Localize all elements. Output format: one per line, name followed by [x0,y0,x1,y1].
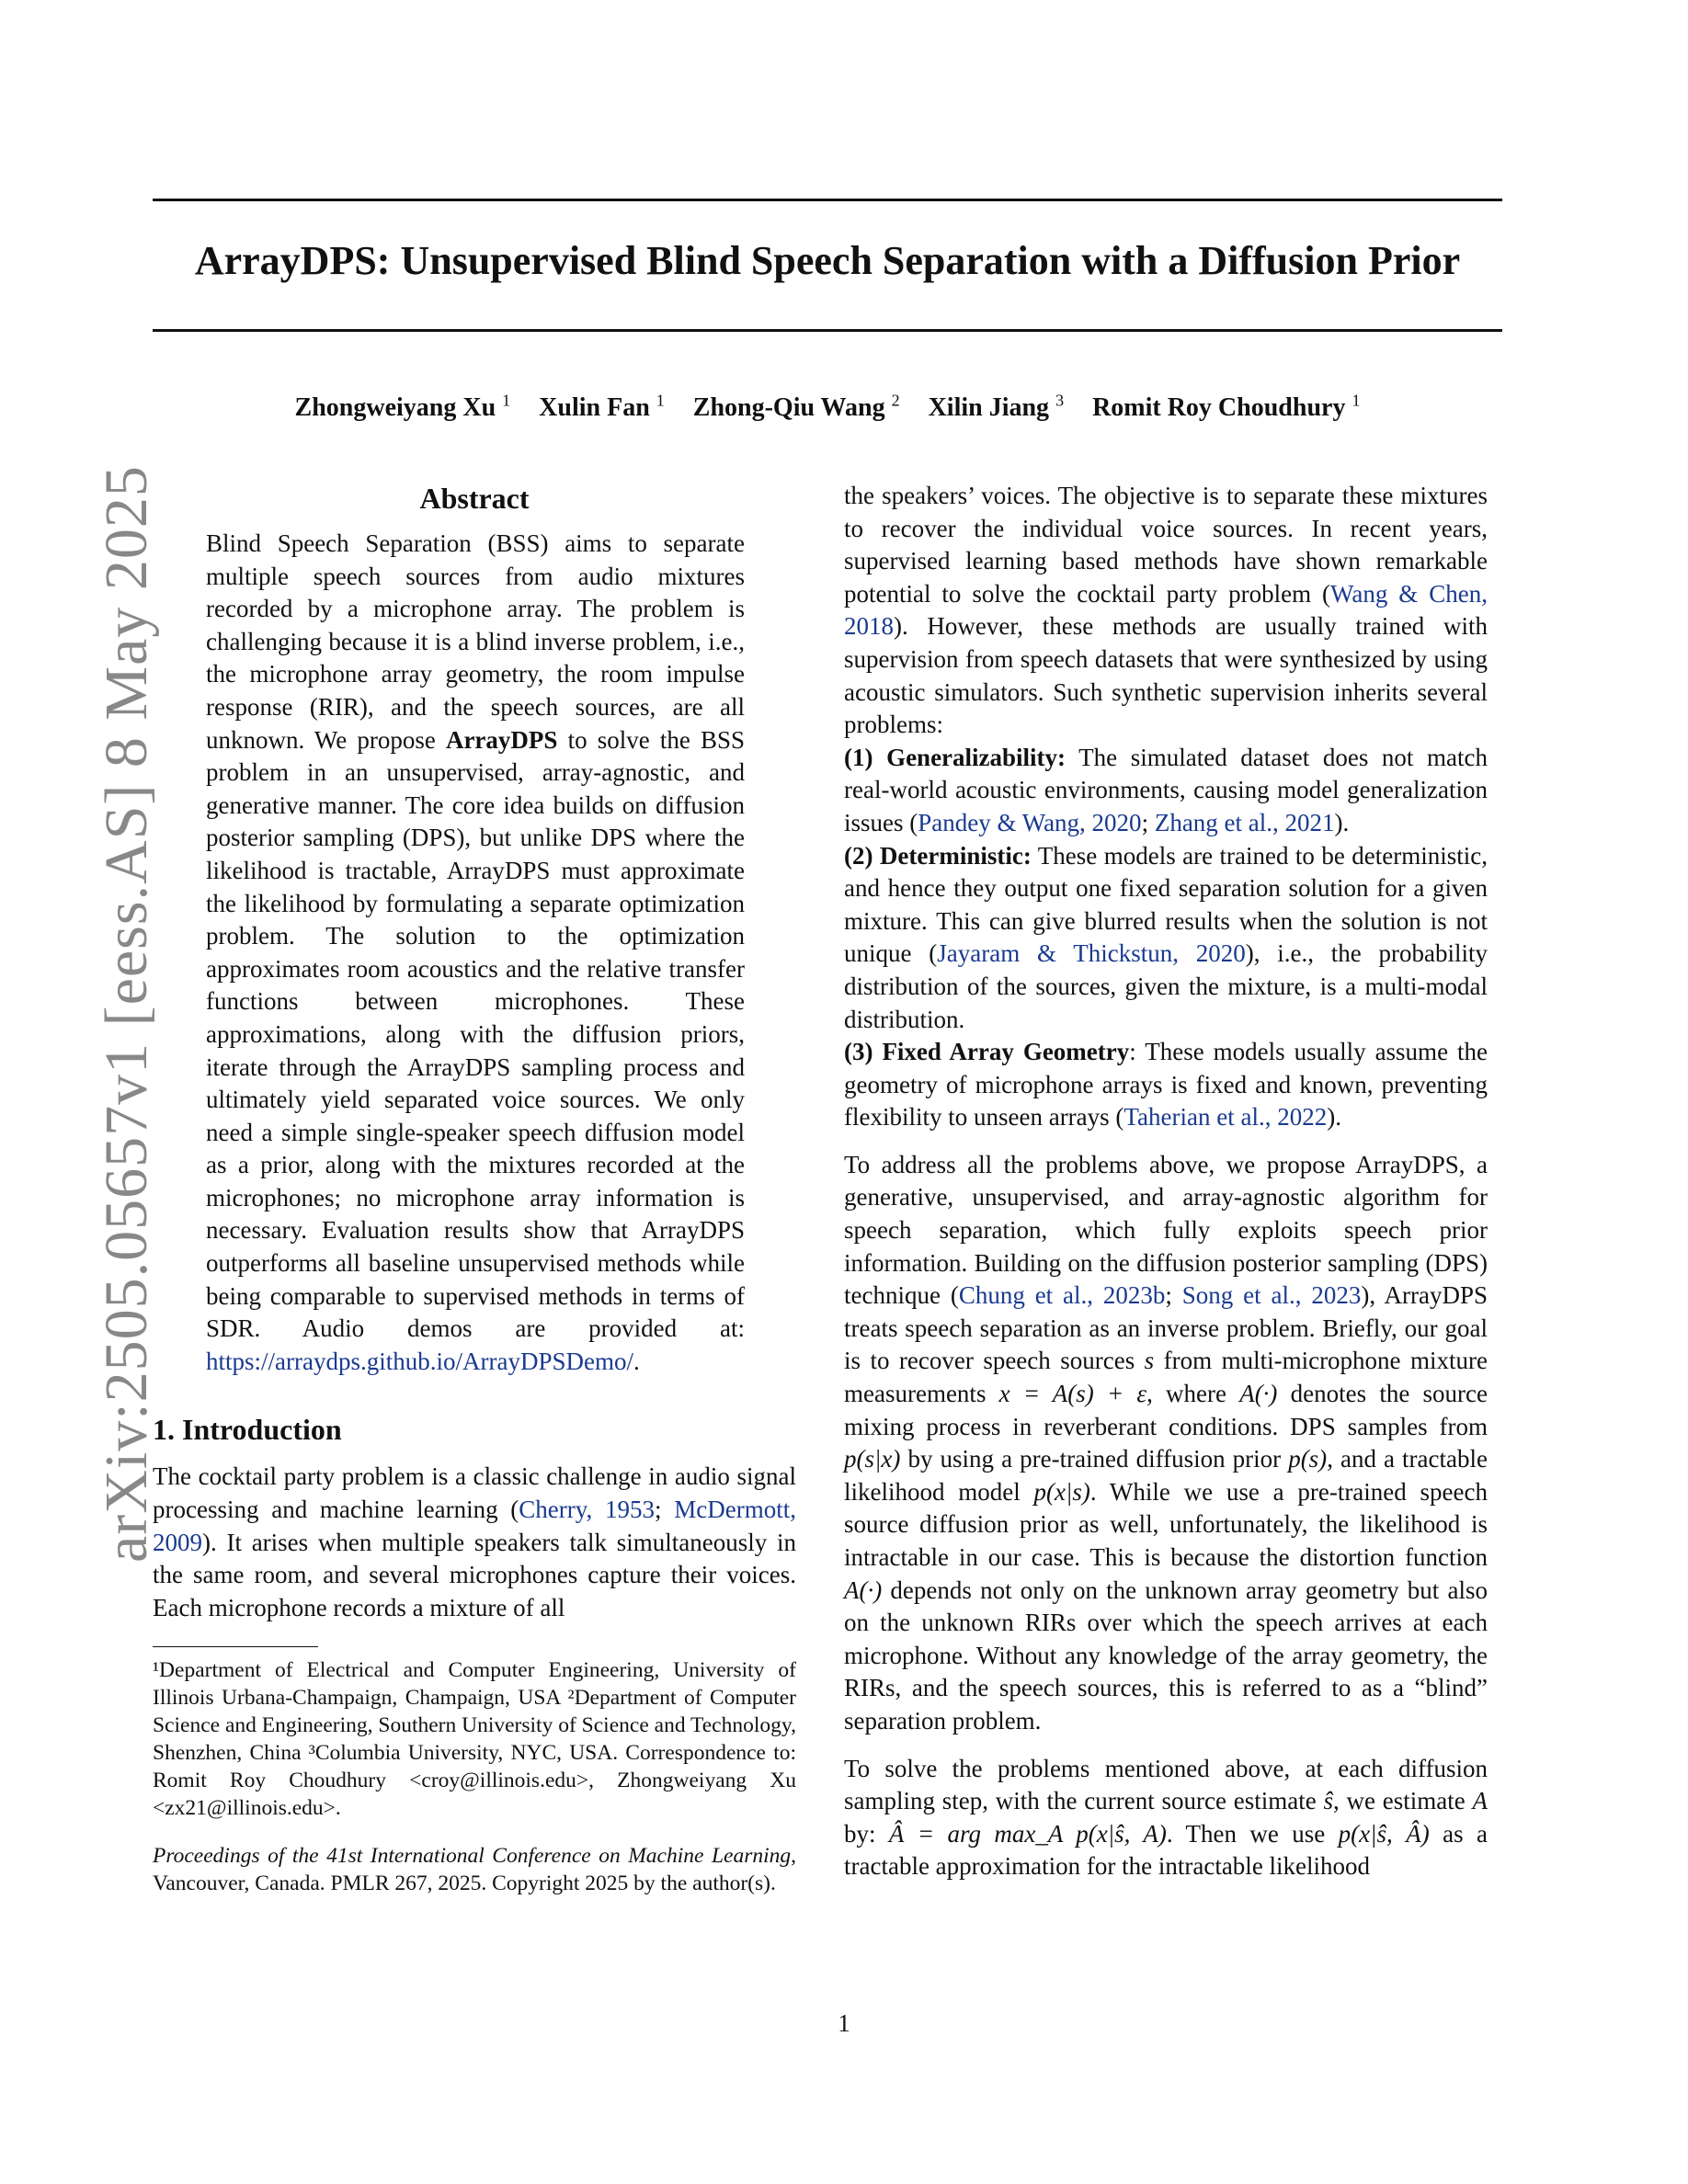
citation-zhang[interactable]: Zhang et al., 2021 [1154,808,1335,836]
math-argmax-equation: Â = arg max_A p(x|ŝ, A) [888,1819,1167,1848]
intro-text: To address all the problems above, we propose ArrayDPS, a generative, unsupervised, and array-agnostic algorithm for speech separation, which fully exploits speech prior information. Building on the diffusion posterior sampling (DPS) technique ( [844,1150,1488,1310]
intro-text: , we estimate [1333,1787,1473,1815]
intro-text: To solve the problems mentioned above, at each diffusion sampling step, with the current source estimate [844,1754,1488,1815]
math-A: A [1472,1787,1488,1815]
intro-paragraph-1 [153,1461,796,1624]
author-name: Xilin Jiang [928,393,1050,423]
intro-text: , where [1146,1380,1240,1408]
math-likelihood: p(x|s) [1033,1477,1090,1506]
citation-pandey[interactable]: Pandey & Wang, 2020 [918,808,1142,836]
author-affil: 1 [656,392,665,410]
intro-text: the speakers’ voices. The objective is to separate these mixtures to recover the individual voice sources. In recent years, supervised learning based methods have shown remarkable potential to solve the cocktail party problem ( [844,482,1488,608]
intro-text: depends not only on the unknown array geometry but also on the unknown RIRs over which the speech arrives at each microphone. Without any knowledge of the array geometry, the RIRs, and the speech sources, this is referred to as a “blind” separation problem. [844,1575,1488,1735]
intro-text: ). It arises when multiple speakers talk simultaneously in the same room, and several microphones capture their voices. Each microphone records a mixture of all [153,1528,796,1621]
citation-jayaram[interactable]: Jayaram & Thickstun, 2020 [937,939,1246,968]
abstract-method-name: ArrayDPS [445,725,558,754]
math-s: s [1144,1347,1155,1375]
math-source-estimate: ŝ [1323,1787,1333,1815]
intro-text: by using a pre-trained diffusion prior [900,1445,1289,1473]
intro-text: , and a tractable likelihood model [844,1445,1488,1506]
author-affil: 1 [1352,392,1361,410]
demo-link[interactable]: https://arraydps.github.io/ArrayDPSDemo/ [206,1347,633,1375]
title-rule-top [153,199,1502,201]
citation-mcdermott[interactable]: McDermott, 2009 [153,1496,796,1556]
intro-paragraph-1-continued [844,480,1488,1134]
abstract-heading: Abstract [419,482,530,515]
citation-separator: ; [1165,1281,1182,1310]
problem-3-text: ). [1327,1103,1341,1132]
author-affil: 2 [891,392,900,410]
problem-2-text: These models are trained to be deterministic, and hence they output one fixed separation solution for a given mixture. This can give blurred results when the solution is not unique ( [844,841,1488,968]
intro-text: . While we use a pre-trained speech source diffusion prior as well, unfortunately, the likelihood is intractable in our case. This is because the distortion function [844,1477,1488,1571]
author-2 [539,393,665,422]
abstract-text-1: Blind Speech Separation (BSS) aims to separate multiple speech sources from audio mixtures recorded by a microphone array. The problem is challenging because it is a blind inverse problem, i.e., the microphone array geometry, the room impulse response (RIR), and the speech sources, are all unknown. We propose [206,529,745,754]
abstract-text-3: . [633,1347,640,1375]
problem-1-label: (1) Generalizability: [844,743,1066,771]
citation-song[interactable]: Song et al., 2023 [1181,1281,1362,1310]
problem-1-text: ). [1334,808,1350,836]
citation-wang-chen[interactable]: Wang & Chen, 2018 [844,579,1488,641]
intro-text: denotes the source mixing process in reverberant conditions. DPS samples from [844,1380,1488,1440]
citation-separator: ; [655,1496,675,1524]
problem-3-label: (3) Fixed Array Geometry [844,1038,1130,1066]
abstract-text-2: to solve the BSS problem in an unsupervised, array-agnostic, and generative manner. The core idea builds on diffusion posterior sampling (DPS), but unlike DPS where the likelihood is tractable, ArrayDPS must approximate the likelihood by formulating a separate optimization problem. The solution to the optimization approximates room acoustics and the relative transfer functions between microphones. These approximations, along with the diffusion priors, iterate through the ArrayDPS sampling process and ultimately yield separated voice sources. We only need a simple single-speaker speech diffusion model as a prior, along with the mixtures recorded at the microphones; no microphone array information is necessary. Evaluation results show that ArrayDPS outperforms all baseline unsupervised methods while being comparable to supervised methods in terms of SDR. Audio demos are provided at: [206,725,745,1343]
math-prior: p(s) [1288,1445,1328,1473]
intro-text: . Then we use [1166,1819,1339,1848]
paper-title: ArrayDPS: Unsupervised Blind Speech Separation with a Diffusion Prior [194,238,1461,283]
affiliation-footnote: ¹Department of Electrical and Computer Engineering, University of Illinois Urbana-Champaign, Champaign, USA ²Department of Computer Science and Engineering, Southern University of Science and Technology, Shenzhen, China ³Columbia University, NYC, USA. Correspondence to: Romit Roy Choudhury <croy@illinois.edu>, Zhongweiyang Xu <zx21@illinois.edu>. [153,1658,796,1821]
author-5 [1092,393,1360,422]
title-rule-bottom [153,329,1502,332]
footnote-rule [153,1646,318,1647]
math-approx-likelihood: p(x|ŝ, Â) [1338,1819,1430,1848]
intro-text: by: [844,1819,889,1848]
intro-text: from multi-microphone mixture measurements [844,1347,1488,1408]
problem-2-text: ), i.e., the probability distribution of the sources, given the mixture, is a multi-modal distribution. [844,939,1488,1033]
section-heading-introduction: 1. Introduction [153,1413,342,1447]
author-name: Zhongweiyang Xu [294,393,496,423]
right-column [844,480,1488,1883]
intro-text: as a tractable approximation for the intractable likelihood [844,1819,1488,1881]
intro-paragraph-2 [844,1149,1488,1738]
citation-chung[interactable]: Chung et al., 2023b [958,1281,1166,1310]
proceedings-venue: Proceedings of the 41st International Conference on Machine Learning [153,1844,792,1869]
author-name: Romit Roy Choudhury [1092,393,1346,423]
math-posterior: p(s|x) [844,1445,901,1473]
intro-text: The cocktail party problem is a classic challenge in audio signal processing and machine learning ( [153,1462,796,1524]
author-name: Xulin Fan [539,393,650,423]
intro-text: ). However, these methods are usually trained with supervision from speech datasets that were synthesized by using acoustic simulators. Such synthetic supervision inherits several problems: [844,612,1488,739]
author-affil: 3 [1055,392,1065,410]
arxiv-stamp: arXiv:2505.05657v1 [eess.AS] 8 May 2025 [93,465,160,1563]
problem-1-text: The simulated dataset does not match real-world acoustic environments, causing model generalization issues ( [844,743,1488,836]
author-4 [929,393,1064,422]
problem-3-text: : These models usually assume the geometry of microphone arrays is fixed and known, preventing flexibility to unseen arrays ( [844,1038,1488,1132]
math-distortion-function: A(·) [844,1575,883,1604]
citation-separator: ; [1141,808,1155,836]
math-mixing-function: A(·) [1239,1380,1278,1408]
abstract-body [206,528,745,1378]
math-mixture-equation: x = A(s) + ε [998,1380,1147,1408]
author-1 [295,393,511,422]
intro-text: ), ArrayDPS treats speech separation as an inverse problem. Briefly, our goal is to recover speech sources [844,1281,1488,1375]
citation-cherry[interactable]: Cherry, 1953 [519,1496,656,1524]
proceedings-rest: , Vancouver, Canada. PMLR 267, 2025. Copyright 2025 by the author(s). [153,1844,796,1896]
author-name: Zhong-Qiu Wang [692,393,885,423]
author-list [153,392,1502,423]
page-number: 1 [838,2009,850,2037]
citation-taherian[interactable]: Taherian et al., 2022 [1123,1103,1328,1132]
left-column [153,480,796,1897]
author-affil: 1 [502,392,511,410]
author-3 [693,393,900,422]
intro-paragraph-3 [844,1753,1488,1883]
proceedings-note [153,1842,796,1897]
problem-2-label: (2) Deterministic: [844,841,1032,870]
